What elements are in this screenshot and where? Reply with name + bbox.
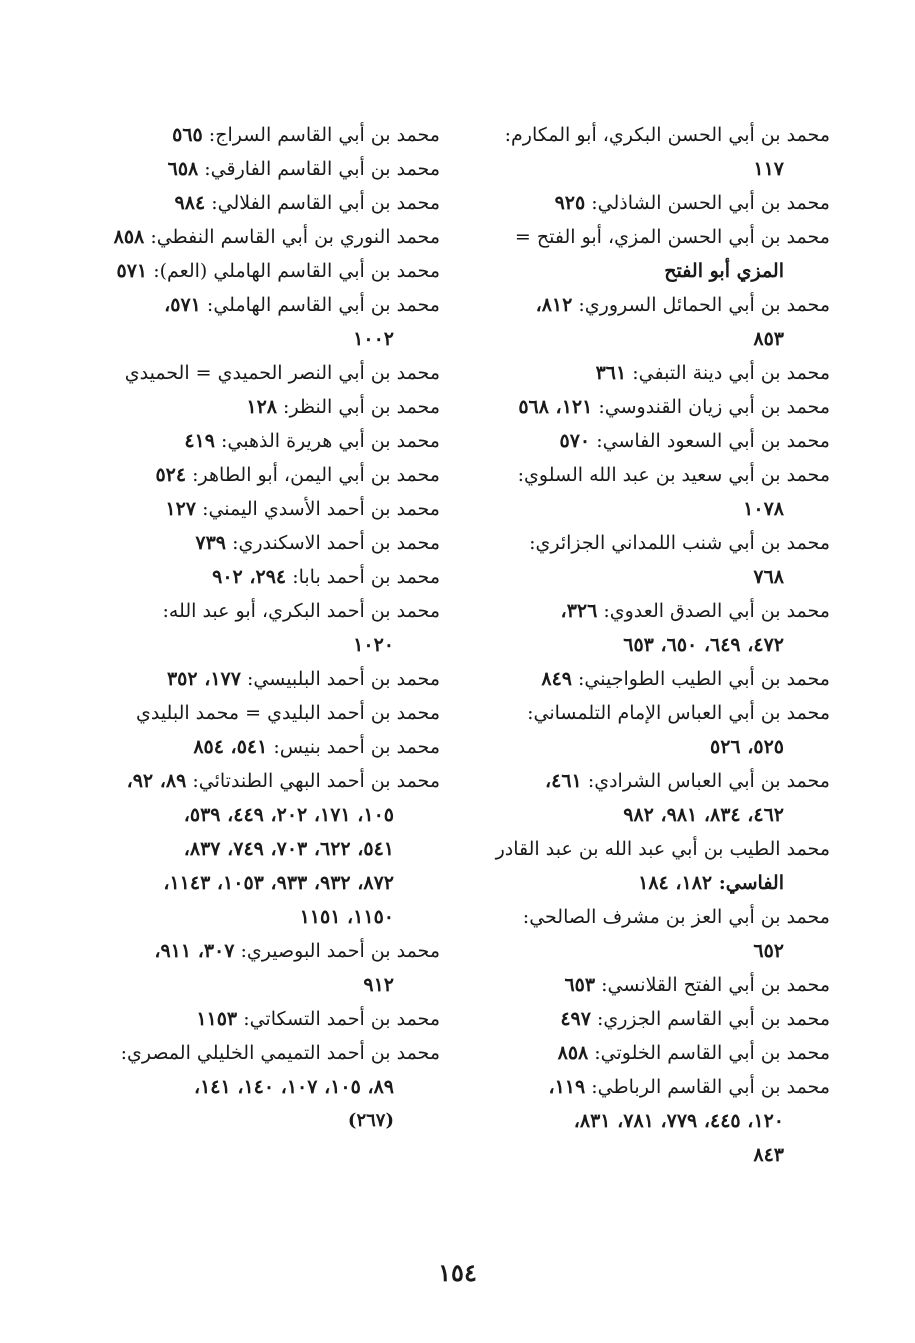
- entry-name: محمد بن أبي القاسم الخلوتي:: [594, 1042, 830, 1064]
- entry-pages: ٨٩، ٩٢،: [126, 770, 187, 792]
- entry-pages: ٤٦١،: [545, 770, 582, 792]
- index-entry: [100, 186, 440, 220]
- index-entry: [100, 152, 440, 186]
- entry-pages: ٣٠٧، ٩١١،: [154, 940, 235, 962]
- entry-name: محمد بن أبي القاسم الجزري:: [596, 1008, 830, 1030]
- entry-continuation: ٦٥٢: [753, 940, 784, 962]
- index-entry: [100, 288, 440, 322]
- entry-pages: ١٢٨: [246, 396, 277, 418]
- entry-pages: ١١٥٣: [196, 1008, 238, 1030]
- entry-continuation: ١٠٧٨: [743, 498, 784, 520]
- entry-name: محمد بن أبي دينة التبفي:: [632, 362, 830, 384]
- index-entry: [100, 730, 440, 764]
- entry-name: محمد بن أبي القاسم الهاملي:: [206, 294, 440, 316]
- entry-name: محمد بن أبي الحمائل السروري:: [578, 294, 830, 316]
- footnote-marker: (٢٦٧): [347, 1110, 394, 1131]
- index-entry: [470, 424, 830, 458]
- entry-name: محمد بن أحمد البهي الطندتائي:: [192, 770, 440, 792]
- index-entry: [100, 1036, 440, 1070]
- index-entry: [470, 832, 830, 866]
- entry-continuation: ٧٦٨: [753, 566, 784, 588]
- entry-name: محمد بن أبي سعيد بن عبد الله السلوي:: [517, 464, 830, 486]
- entry-name: محمد بن أحمد البليدي = محمد البليدي: [135, 702, 440, 724]
- entry-pages: ٣٦١: [595, 362, 627, 384]
- entry-pages: ٦٥٨: [167, 158, 199, 180]
- entry-pages: ٥٤١، ٨٥٤: [193, 736, 268, 758]
- entry-pages: ٨١٢،: [535, 294, 573, 316]
- entry-name: محمد بن أبي القاسم الفلالي:: [211, 192, 440, 214]
- entry-continuation: ٥٢٥، ٥٢٦: [710, 736, 784, 758]
- index-entry: [100, 220, 440, 254]
- entry-continuation: ١٠٥، ١٧١، ٢٠٢، ٤٤٩، ٥٣٩،: [183, 804, 394, 826]
- entry-continuation: ٨٤٣: [753, 1144, 784, 1166]
- entry-name: محمد بن أبي الطيب الطواجيني:: [578, 668, 830, 690]
- index-column-right: [470, 118, 830, 1172]
- index-entry: [470, 288, 830, 322]
- index-entry: [470, 594, 830, 628]
- entry-continuation: ١٢٠، ٤٤٥، ٧٧٩، ٧٨١، ٨٣١،: [573, 1110, 784, 1132]
- entry-name: محمد بن أبي النصر الحميدي = الحميدي: [124, 362, 440, 384]
- entry-name: محمد بن أبي شنب اللمداني الجزائري:: [529, 532, 830, 554]
- index-entry: [470, 662, 830, 696]
- entry-name: محمد بن أبي السعود الفاسي:: [596, 430, 830, 452]
- entry-pages: ٩٨٤: [174, 192, 206, 214]
- index-entry: [100, 390, 440, 424]
- entry-name: محمد بن أبي الفتح القلانسي:: [601, 974, 830, 996]
- index-entry: [470, 1070, 830, 1104]
- index-entry: [100, 1002, 440, 1036]
- index-entry: [470, 390, 830, 424]
- entry-pages: ٤٩٧: [560, 1008, 591, 1030]
- index-entry: [100, 458, 440, 492]
- entry-name: محمد بن أبي العباس الإمام التلمساني:: [527, 702, 830, 724]
- index-entry: [100, 526, 440, 560]
- entry-pages: ١٧٧، ٣٥٢: [166, 668, 241, 690]
- index-entry: [470, 220, 830, 254]
- entry-pages: ٣٢٦،: [560, 600, 598, 622]
- entry-name: محمد النوري بن أبي القاسم النفطي:: [150, 226, 440, 248]
- entry-pages: ٨٥٨: [113, 226, 145, 248]
- entry-pages: ٥٦٥: [172, 124, 203, 146]
- entry-continuation: ٨٩، ١٠٥، ١٠٧، ١٤٠، ١٤١،: [193, 1076, 394, 1098]
- entry-continuation: ٨٥٣: [753, 328, 784, 350]
- entry-pages: ٤١٩: [184, 430, 215, 452]
- entry-name: محمد بن أبي الحسن الشاذلي:: [591, 192, 830, 214]
- entry-name: محمد بن أحمد الاسكندري:: [232, 532, 440, 554]
- entry-pages: ٨٥٨: [557, 1042, 589, 1064]
- index-entry: [470, 356, 830, 390]
- entry-continuation: ١٠٢٠: [353, 634, 394, 656]
- entry-name: محمد بن أحمد البوصيري:: [240, 940, 440, 962]
- entry-continuation: المزي أبو الفتح: [664, 260, 784, 282]
- index-entry: [470, 118, 830, 152]
- entry-name: محمد بن أبي الحسن البكري، أبو المكارم:: [504, 124, 830, 146]
- entry-continuation: ٨٧٢، ٩٣٢، ٩٣٣، ١٠٥٣، ١١٤٣،: [163, 872, 394, 894]
- index-entry: [470, 526, 830, 560]
- entry-name: محمد بن أبي اليمن، أبو الطاهر:: [192, 464, 440, 486]
- entry-pages: ٥٧٠: [559, 430, 591, 452]
- entry-name: محمد بن أحمد التسكاتي:: [243, 1008, 440, 1030]
- entry-name: محمد بن أبي الصدق العدوي:: [603, 600, 830, 622]
- index-entry: [470, 1036, 830, 1070]
- entry-name: محمد بن أحمد التميمي الخليلي المصري:: [120, 1042, 440, 1064]
- entry-name: محمد بن أحمد بابا:: [292, 566, 440, 588]
- entry-pages: ٩٢٥: [554, 192, 586, 214]
- entry-pages: ١١٩،: [548, 1076, 586, 1098]
- entry-name: محمد بن أحمد البلبيسي:: [247, 668, 440, 690]
- entry-name: محمد بن أبي القاسم السراج:: [208, 124, 440, 146]
- index-entry: [470, 696, 830, 730]
- entry-continuation: ٥٤١، ٦٢٢، ٧٠٣، ٧٤٩، ٨٣٧،: [183, 838, 394, 860]
- index-entry: [470, 968, 830, 1002]
- entry-name: محمد بن أحمد البكري، أبو عبد الله:: [162, 600, 440, 622]
- entry-continuation: ٩١٢: [363, 974, 394, 996]
- index-entry: [100, 492, 440, 526]
- entry-pages: ٢٩٤، ٩٠٢: [212, 566, 287, 588]
- left-entries: [100, 118, 440, 1104]
- entry-pages: ١٢١، ٥٦٨: [518, 396, 593, 418]
- index-entry: [100, 764, 440, 798]
- index-entry: [470, 900, 830, 934]
- index-entry: [470, 458, 830, 492]
- entry-pages: ٨٤٩: [541, 668, 572, 690]
- entry-continuation: ١١٥٠، ١١٥١: [299, 906, 394, 928]
- index-column-left: [100, 118, 440, 1138]
- entry-name: محمد بن أبي العز بن مشرف الصالحي:: [522, 906, 830, 928]
- index-entry: [100, 594, 440, 628]
- entry-name: محمد بن أبي النظر:: [283, 396, 440, 418]
- entry-name: محمد الطيب بن أبي عبد الله بن عبد القادر: [495, 838, 830, 860]
- entry-name: محمد بن أحمد بنيس:: [273, 736, 440, 758]
- entry-name: محمد بن أبي هريرة الذهبي:: [221, 430, 440, 452]
- entry-continuation: ١٠٠٢: [353, 328, 394, 350]
- entry-continuation: الفاسي: ١٨٢، ١٨٤: [638, 872, 784, 894]
- entry-continuation: ١١٧: [753, 158, 784, 180]
- index-entry: [470, 764, 830, 798]
- entry-name: محمد بن أبي الحسن المزي، أبو الفتح =: [514, 226, 830, 248]
- entry-continuation: ٤٧٢، ٦٤٩، ٦٥٠، ٦٥٣: [623, 634, 784, 656]
- entry-pages: ٦٥٣: [564, 974, 596, 996]
- entry-pages: ٥٧١: [116, 260, 148, 282]
- entry-name: محمد بن أبي العباس الشرادي:: [587, 770, 830, 792]
- index-entry: [100, 254, 440, 288]
- entry-pages: ٥٢٤: [155, 464, 187, 486]
- index-entry: [100, 696, 440, 730]
- entry-pages: ٥٧١،: [164, 294, 201, 316]
- index-entry: [100, 118, 440, 152]
- index-entry: [470, 186, 830, 220]
- index-entry: [100, 424, 440, 458]
- index-entry: [100, 934, 440, 968]
- index-entry: [100, 560, 440, 594]
- entry-name: محمد بن أبي القاسم الفارقي:: [204, 158, 440, 180]
- entry-continuation: ٤٦٢، ٨٣٤، ٩٨١، ٩٨٢: [623, 804, 784, 826]
- entry-name: محمد بن أبي زيان القندوسي:: [598, 396, 830, 418]
- index-entry: [100, 356, 440, 390]
- entry-name: محمد بن أبي القاسم الهاملي (العم):: [153, 260, 440, 282]
- entry-name: محمد بن أحمد الأسدي اليمني:: [202, 498, 440, 520]
- index-entry: [100, 662, 440, 696]
- index-entry: [470, 1002, 830, 1036]
- page-number: ١٥٤: [438, 1258, 477, 1287]
- entry-name: محمد بن أبي القاسم الرباطي:: [591, 1076, 830, 1098]
- entry-pages: ١٢٧: [165, 498, 197, 520]
- entry-pages: ٧٣٩: [195, 532, 227, 554]
